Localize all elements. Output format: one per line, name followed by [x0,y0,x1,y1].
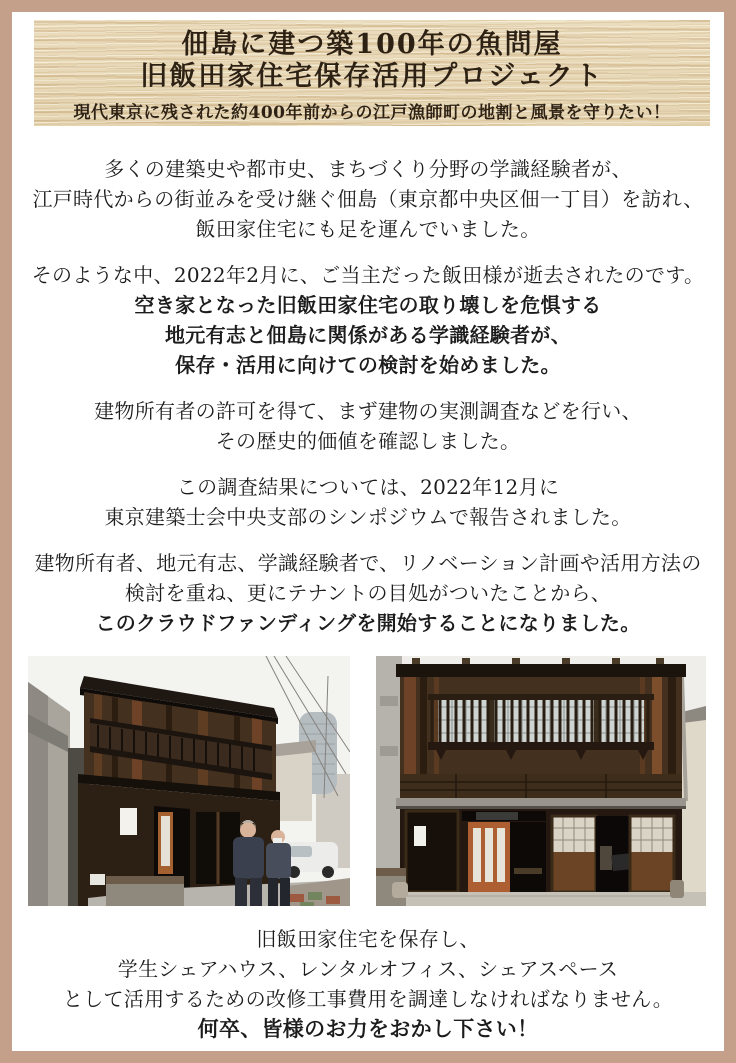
paragraph-4-line: この調査結果については、2022年12月に [176,475,560,499]
paragraph-4-line: 東京建築士会中央支部のシンポジウムで報告されました。 [104,505,632,529]
paragraph-3-line: その歴史的価値を確認しました。 [215,429,521,453]
center-entrance [462,811,546,892]
closing-appeal-line: 何卒、皆様のお力をおかし下さい！ [197,1016,539,1041]
paragraph-5-line: 検討を重ね、更にテナントの目処がついたことから、 [124,581,612,605]
notice-paper [120,808,137,835]
photo-row [12,656,724,906]
paragraph-5-line: 建物所有者、地元有志、学識経験者で、リノベーション計画や活用方法の [34,551,702,575]
paragraph-3 [12,396,724,456]
paragraph-2-line: 保存・活用に向けての検討を始めました。 [175,353,561,377]
right-entrance [552,816,674,892]
paragraph-1-line: 多くの建築史や都市史、まちづくり分野の学識経験者が、 [104,157,632,181]
left-door [406,811,458,892]
paragraph-1-line: 飯田家住宅にも足を運んでいました。 [195,217,541,241]
paragraph-5 [12,548,724,638]
body-paragraphs [12,154,724,638]
closing-appeal-line: 学生シェアハウス、レンタルオフィス、シェアスペース [117,957,619,981]
page-title-line2: 旧飯田家住宅保存活用プロジェクト [140,61,604,92]
paragraph-3-line: 建物所有者の許可を得て、まず建物の実測調査などを行い、 [94,399,642,423]
page-subtitle: 現代東京に残された約400年前からの江戸漁師町の地割と風景を守りたい！ [73,103,671,123]
page-title-line1: 佃島に建つ築100年の魚問屋 [181,29,563,60]
paragraph-5-line: このクラウドファンディングを開始することになりました。 [95,611,641,635]
closing-appeal-line: として活用するための改修工事費用を調達しなければなりません。 [62,987,674,1011]
paragraph-4 [12,472,724,532]
paragraph-1-line: 江戸時代からの街並みを受け継ぐ佃島（東京都中央区佃一丁目）を訪れ、 [32,187,704,211]
paragraph-2-line: そのような中、2022年2月に、ご当主だった飯田様が逝去されたのです。 [31,263,705,287]
paragraph-1 [12,154,724,244]
photo-old-house-front-view [376,656,706,906]
photo-old-house-angled-street-view [28,656,350,906]
paragraph-2-line: 地元有志と佃島に関係がある学識経験者が、 [165,323,571,347]
closing-appeal-line: 旧飯田家住宅を保存し、 [256,927,480,951]
paragraph-2-line: 空き家となった旧飯田家住宅の取り壊しを危惧する [134,293,602,317]
header-banner [34,20,710,126]
paragraph-2 [12,260,724,380]
closing-appeal [12,924,724,1044]
